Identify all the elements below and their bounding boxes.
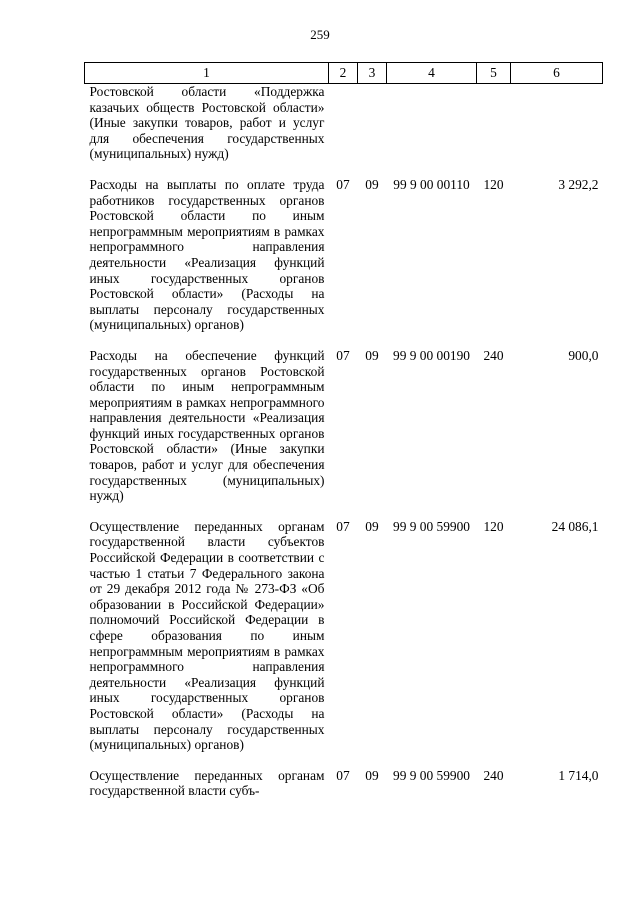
row-description: Ростовской области «Поддержка казачьих обществ Ростовской области» (Иные закупки товаров, работ и услуг для обеспечения государственных (муниципальных) нужд): [89, 84, 325, 162]
row-target-code: 99 9 00 00110: [393, 176, 470, 192]
table-row: [85, 177, 603, 348]
row-subsection: 09: [365, 176, 379, 192]
row-target-code: [387, 84, 477, 177]
column-header: 4: [387, 63, 477, 84]
column-header: 2: [329, 63, 358, 84]
row-expense-type: 240: [483, 767, 504, 783]
row-subsection: [358, 84, 387, 177]
row-target-code: 99 9 00 59900: [393, 767, 470, 783]
column-header: 6: [511, 63, 603, 84]
table-row: [85, 519, 603, 768]
row-target-code: 99 9 00 59900: [393, 518, 470, 534]
table-header-row: [85, 63, 603, 84]
table-row: [85, 768, 603, 799]
budget-table: [84, 62, 603, 799]
row-description: Осуществление переданных органам государственной власти субъектов Российской Федерации в соответствии с частью 1 статьи 7 Федерального закона от 29 декабря 2012 года № 273-ФЗ «Об образовании в Российской Федерации» полномочий Российской Федерации в сфере образования по иным непрограммным мероприятиям в рамках непрограммного направления деятельности «Реализация функций иных государственных органов Ростовской области» (Расходы на выплаты персоналу государственных (муниципальных) органов): [89, 518, 325, 753]
row-expense-type: [477, 84, 511, 177]
row-section: [329, 84, 358, 177]
row-section: 07: [336, 767, 350, 783]
column-header: 1: [85, 63, 329, 84]
row-description: Осуществление переданных органам государственной власти субъ-: [89, 767, 325, 799]
column-header: 3: [358, 63, 387, 84]
row-expense-type: 120: [483, 176, 504, 192]
row-subsection: 09: [365, 518, 379, 534]
row-amount: 3 292,2: [558, 176, 599, 192]
row-amount: [511, 84, 603, 177]
row-expense-type: 120: [483, 518, 504, 534]
page-number: 259: [310, 27, 330, 42]
row-section: 07: [336, 518, 350, 534]
row-expense-type: 240: [483, 347, 504, 363]
row-amount: 24 086,1: [551, 518, 599, 534]
row-description: Расходы на выплаты по оплате труда работников государственных органов Ростовской области по иным непрограммным мероприятиям в рамках непрограммного направления деятельности «Реализация функций иных государственных органов Ростовской области» (Расходы на выплаты персоналу государственных (муниципальных) органов): [89, 176, 325, 333]
column-header: 5: [477, 63, 511, 84]
row-description: Расходы на обеспечение функций государственных органов Ростовской области по иным непрограммным мероприятиям в рамках непрограммного направления деятельности «Реализация функций иных государственных органов Ростовской области» (Иные закупки товаров, работ и услуг для обеспечения государственных (муниципальных) нужд): [89, 347, 325, 504]
row-amount: 900,0: [568, 347, 599, 363]
row-target-code: 99 9 00 00190: [393, 347, 470, 363]
table-row: [85, 348, 603, 519]
row-subsection: 09: [365, 767, 379, 783]
table-row: [85, 84, 603, 177]
row-section: 07: [336, 176, 350, 192]
row-section: 07: [336, 347, 350, 363]
row-subsection: 09: [365, 347, 379, 363]
row-amount: 1 714,0: [558, 767, 599, 783]
